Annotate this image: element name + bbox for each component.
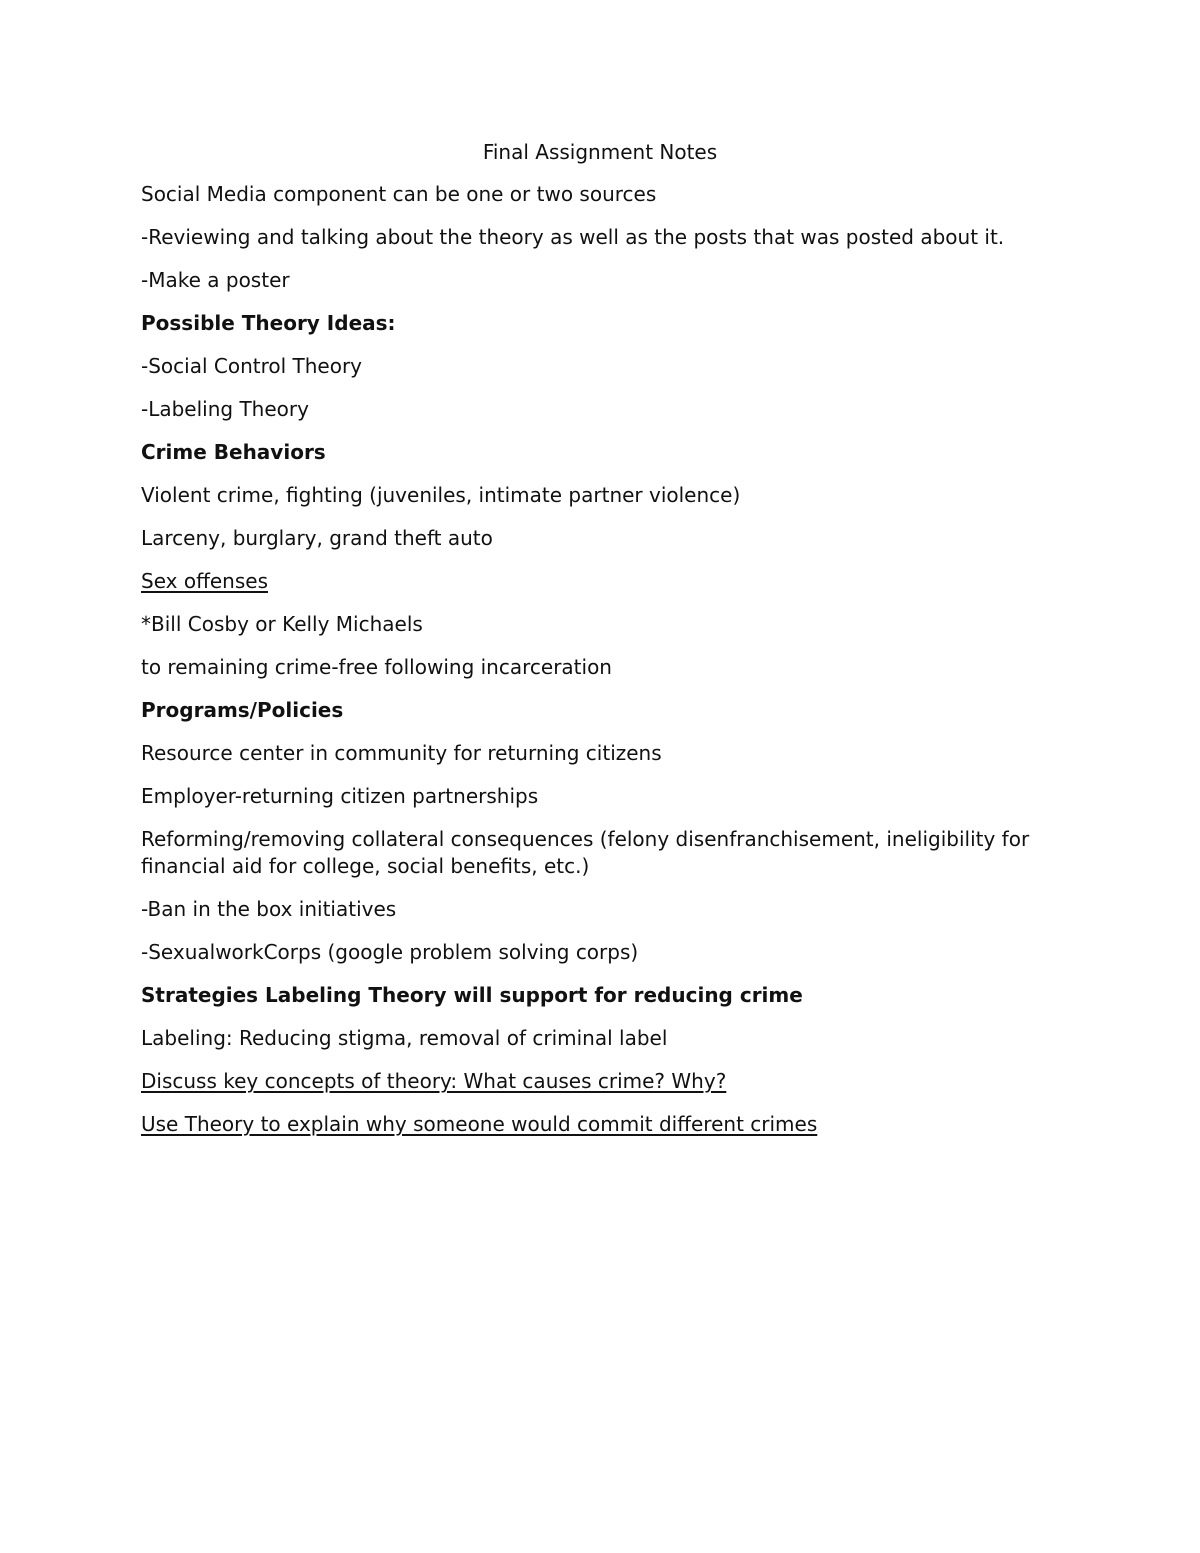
note-line-violent-crime: Violent crime, fighting (juveniles, intimate partner violence) xyxy=(141,483,741,507)
note-line-reviewing: -Reviewing and talking about the theory as well as the posts that was posted about it. xyxy=(141,225,1005,249)
note-line-resource-center: Resource center in community for returning citizens xyxy=(141,741,662,765)
document-body xyxy=(141,139,1056,1154)
note-line-social-media: Social Media component can be one or two sources xyxy=(141,182,657,206)
heading-crime-behaviors: Crime Behaviors xyxy=(141,440,326,464)
heading-programs-policies: Programs/Policies xyxy=(141,698,344,722)
document-title: Final Assignment Notes xyxy=(482,140,718,164)
note-line-sex-offenses: Sex offenses xyxy=(141,569,268,593)
note-line-sexualwork-corps: -SexualworkCorps (google problem solving corps) xyxy=(141,940,639,964)
note-line-social-control: -Social Control Theory xyxy=(141,354,363,378)
note-line-key-concepts: Discuss key concepts of theory: What causes crime? Why? xyxy=(141,1069,727,1093)
note-line-use-theory: Use Theory to explain why someone would commit different crimes xyxy=(141,1112,818,1136)
note-line-employer-partnerships: Employer-returning citizen partnerships xyxy=(141,784,539,808)
note-line-larceny: Larceny, burglary, grand theft auto xyxy=(141,526,493,550)
note-line-crime-free: to remaining crime-free following incarceration xyxy=(141,655,612,679)
heading-possible-theory-ideas: Possible Theory Ideas: xyxy=(141,311,396,335)
note-line-reducing-stigma: Labeling: Reducing stigma, removal of criminal label xyxy=(141,1026,668,1050)
note-line-examples: *Bill Cosby or Kelly Michaels xyxy=(141,612,423,636)
note-line-ban-the-box: -Ban in the box initiatives xyxy=(141,897,397,921)
note-line-collateral-consequences: Reforming/removing collateral consequences (felony disenfranchisement, ineligibility for financial aid for college, social benefits, etc.) xyxy=(141,827,1030,878)
note-line-poster: -Make a poster xyxy=(141,268,290,292)
heading-strategies: Strategies Labeling Theory will support for reducing crime xyxy=(141,983,803,1007)
note-line-labeling: -Labeling Theory xyxy=(141,397,309,421)
